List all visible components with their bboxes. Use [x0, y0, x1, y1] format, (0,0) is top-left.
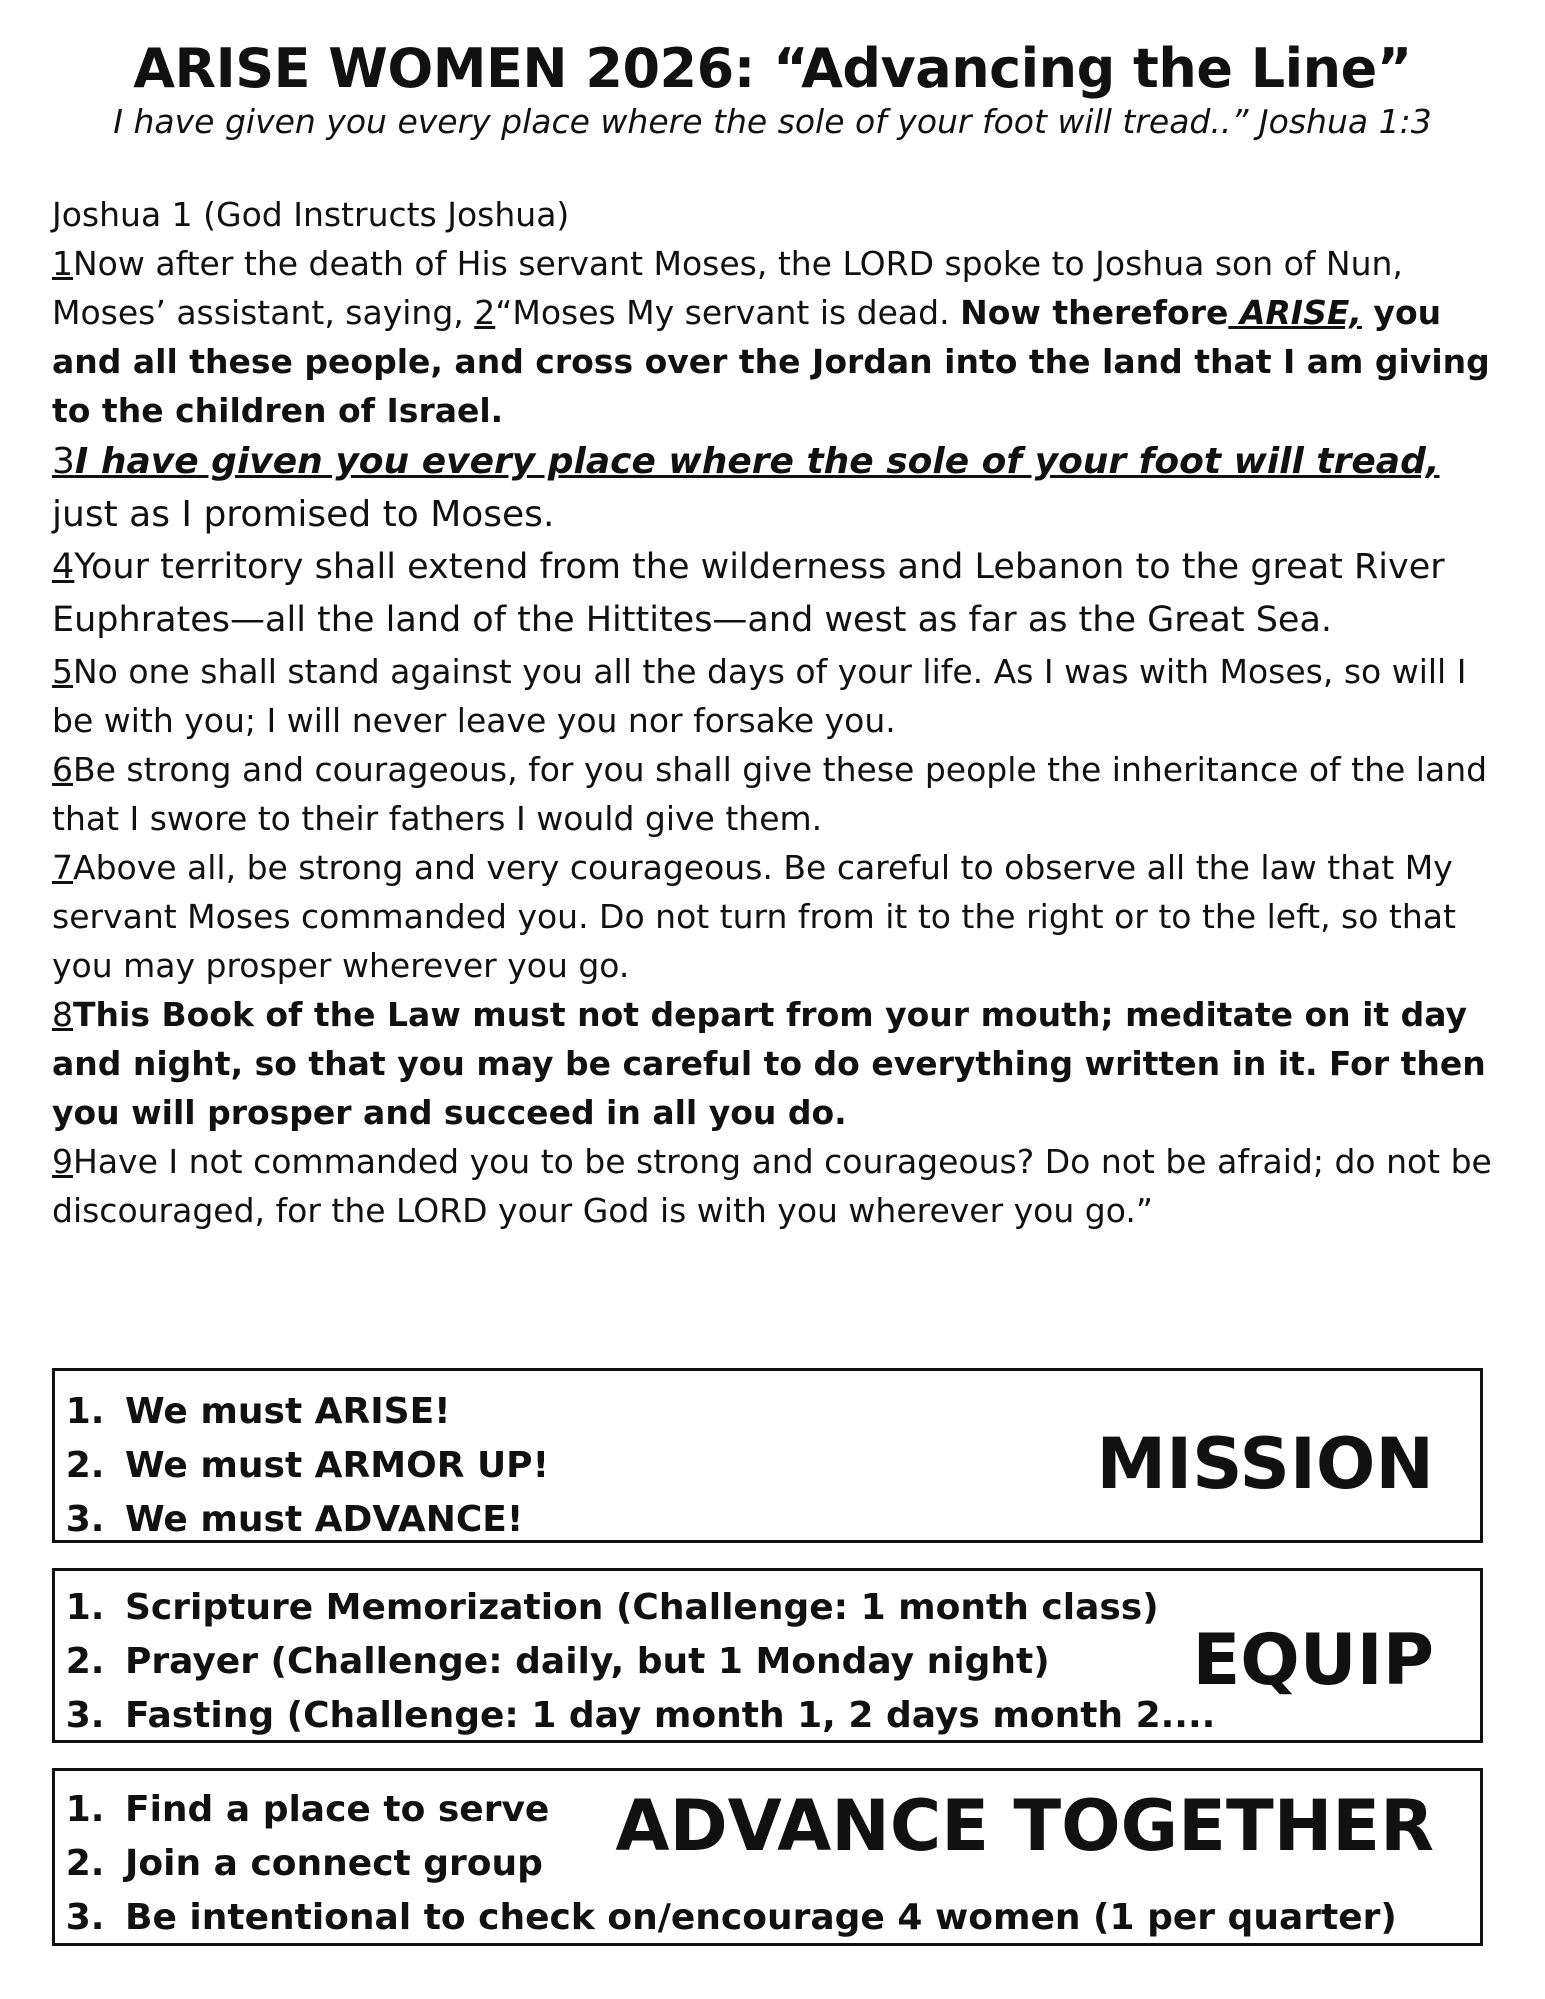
verse-text: just as I promised to Moses. [52, 494, 555, 535]
verse-number: 2 [474, 293, 496, 332]
list-item: 1. We must ARISE! [117, 1385, 1480, 1439]
verse-bold-text: you and all these people, and cross over the Jordan into the land that I am giving to the children of Israel. [52, 293, 1490, 430]
verse-number: 7 [52, 848, 73, 887]
mission-label: MISSION [1096, 1423, 1434, 1505]
verse-number: 5 [52, 652, 73, 691]
verse-text: Your territory shall extend from the wilderness and Lebanon to the great River Euphrates—all the land of the Hittites—and west as far as the Great Sea. [52, 547, 1445, 640]
list-item: 3. Be intentional to check on/encourage 4 women (1 per quarter) [117, 1891, 1480, 1945]
scripture-passage [52, 190, 1502, 1235]
verse-number: 8 [52, 995, 73, 1034]
list-item: 3. We must ADVANCE! [117, 1493, 1480, 1547]
advance-together-label: ADVANCE TOGETHER [615, 1785, 1434, 1867]
arise-emphasis: ARISE, [1228, 293, 1362, 332]
list-item: 2. Prayer (Challenge: daily, but 1 Monday night) [117, 1635, 1480, 1689]
equip-box [52, 1568, 1483, 1743]
verse-7 [52, 843, 1502, 990]
verse-9 [52, 1137, 1502, 1235]
verse-text: Above all, be strong and very courageous. Be careful to observe all the law that My servant Moses commanded you. Do not turn from it to the right or to the left, so that you may prosper wherever you go. [52, 848, 1456, 985]
verse-number: 1 [52, 244, 73, 283]
verse-1-2 [52, 239, 1502, 435]
verse-4 [52, 541, 1502, 647]
verse-text: Now after the death of His servant Moses, the LORD spoke to Joshua son of Nun, Moses’ assistant, saying, [52, 244, 1403, 332]
list-item: 3. Fasting (Challenge: 1 day month 1, 2 days month 2.... [117, 1689, 1480, 1743]
verse-emphasis: I have given you every place where the sole of your foot will tread, [74, 441, 1440, 482]
verse-number: 6 [52, 750, 73, 789]
page-header [0, 38, 1545, 141]
page-subtitle: I have given you every place where the sole of your foot will tread..” Joshua 1:3 [113, 102, 1432, 142]
mission-box [52, 1368, 1483, 1543]
verse-text: “Moses My servant is dead. [495, 293, 961, 332]
list-item: 2. Join a connect group [117, 1837, 1480, 1891]
verse-text: Be strong and courageous, for you shall give these people the inheritance of the land that I swore to their fathers I would give them. [52, 750, 1488, 838]
verse-bold-text: Now therefore [960, 293, 1229, 332]
verse-text: Have I not commanded you to be strong and courageous? Do not be afraid; do not be discouraged, for the LORD your God is with you wherever you go.” [52, 1142, 1492, 1230]
list-item: 1. Scripture Memorization (Challenge: 1 month class) [117, 1581, 1480, 1635]
verse-number: 9 [52, 1142, 73, 1181]
scripture-heading: Joshua 1 (God Instructs Joshua) [52, 195, 570, 234]
verse-6 [52, 745, 1502, 843]
list-item: 2. We must ARMOR UP! [117, 1439, 1480, 1493]
verse-8 [52, 990, 1502, 1137]
page-title: ARISE WOMEN 2026: “Advancing the Line” [133, 37, 1412, 100]
verse-number: 3 [52, 441, 75, 482]
list-item: 1. Find a place to serve [117, 1783, 1480, 1837]
verse-text: No one shall stand against you all the days of your life. As I was with Moses, so will I be with you; I will never leave you nor forsake you. [52, 652, 1467, 740]
verse-number: 4 [52, 547, 75, 587]
verse-5 [52, 647, 1502, 745]
equip-label: EQUIP [1192, 1619, 1434, 1701]
advance-together-box [52, 1768, 1483, 1946]
verse-bold-text: This Book of the Law must not depart from your mouth; meditate on it day and night, so that you may be careful to do everything written in it. For then you will prosper and succeed in all you do. [52, 995, 1486, 1132]
verse-3 [52, 435, 1502, 541]
